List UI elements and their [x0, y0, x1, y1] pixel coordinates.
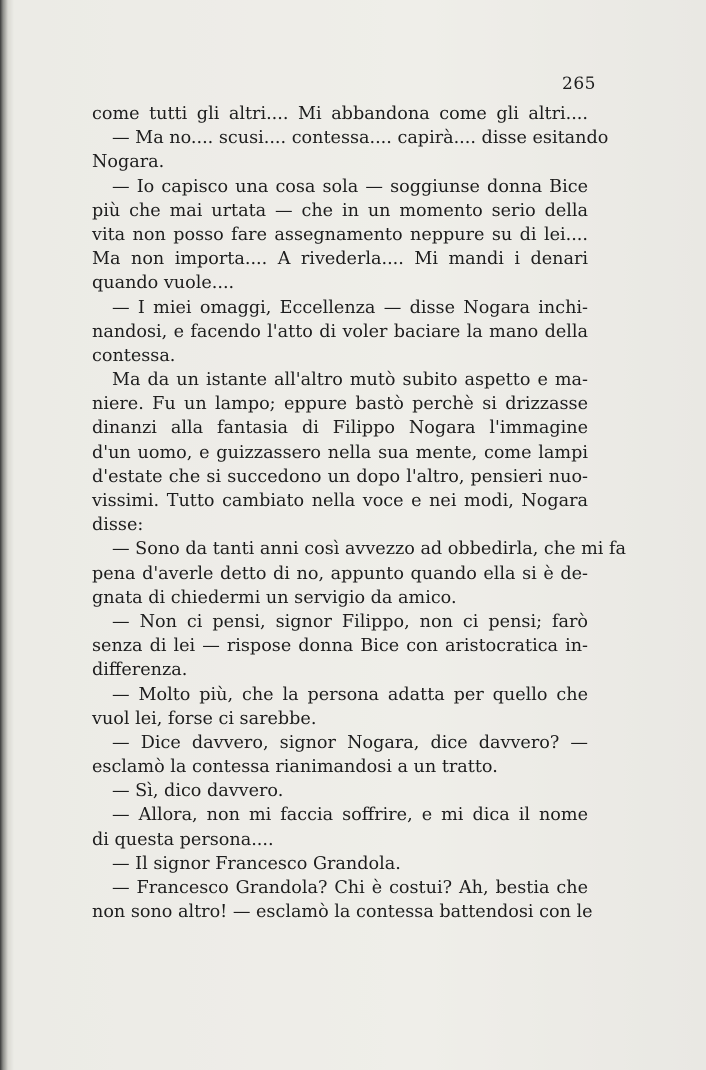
text-line: vuol lei, forse ci sarebbe. — [92, 708, 317, 729]
text-line: — Non ci pensi, signor Filippo, non ci pensi; farò — [112, 611, 588, 632]
text-line: — Ma no.... scusi.... contessa.... capirà.... disse esitando — [112, 128, 609, 149]
text-line: vissimi. Tutto cambiato nella voce e nei modi, Nogara — [92, 491, 588, 511]
text-line: niere. Fu un lampo; eppure bastò perchè si drizzasse — [92, 394, 588, 415]
text-line: di questa persona.... — [92, 829, 274, 850]
text-line: — Io capisco una cosa sola — soggiunse donna Bice — [112, 176, 588, 197]
text-line: nandosi, e facendo l'atto di voler baciare la mano della — [92, 321, 588, 342]
text-line: più che mai urtata — che in un momento serio della — [92, 200, 588, 221]
text-line: gnata di chiedermi un servigio da amico. — [92, 587, 457, 608]
text-line: senza di lei — rispose donna Bice con aristocratica in- — [92, 636, 588, 657]
text-line: — Sono da tanti anni così avvezzo ad obbedirla, che mi fa — [112, 539, 627, 560]
text-line: Ma da un istante all'altro mutò subito aspetto e ma- — [112, 370, 588, 391]
text-line: non sono altro! — esclamò la contessa battendosi con le — [92, 902, 593, 923]
text-line: dinanzi alla fantasia di Filippo Nogara l'immagine — [92, 418, 588, 439]
text-line: — I miei omaggi, Eccellenza — disse Nogara inchi- — [112, 297, 588, 318]
text-line: d'un uomo, e guizzassero nella sua mente, come lampi — [92, 442, 588, 463]
text-line: — Francesco Grandola? Chi è costui? Ah, bestia che — [112, 878, 588, 898]
text-line: Ma non importa.... A rivederla.... Mi mandi i denari — [92, 249, 588, 270]
text-line: quando vuole.... — [92, 273, 235, 294]
page-number: 265 — [562, 74, 596, 94]
text-line: — Allora, non mi faccia soffrire, e mi dica il nome — [112, 805, 588, 826]
text-line: esclamò la contessa rianimandosi a un tratto. — [92, 757, 498, 778]
text-line: disse: — [92, 515, 144, 536]
text-line: — Molto più, che la persona adatta per quello che — [112, 684, 588, 705]
text-line: — Sì, dico davvero. — [112, 781, 284, 802]
text-line: — Dice davvero, signor Nogara, dice davvero? — — [112, 732, 588, 753]
text-line: come tutti gli altri.... Mi abbandona come gli altri.... — [92, 104, 588, 124]
text-line: vita non posso fare assegnamento neppure su di lei.... — [92, 224, 588, 245]
text-line: pena d'averle detto di no, appunto quando ella si è de- — [92, 563, 588, 584]
text-line: Nogara. — [92, 152, 165, 173]
body-text — [92, 102, 627, 924]
text-line: d'estate che si succedono un dopo l'altro, pensieri nuo- — [92, 466, 588, 487]
text-line: differenza. — [92, 660, 188, 681]
text-line: — Il signor Francesco Grandola. — [112, 853, 401, 874]
text-line: contessa. — [92, 345, 176, 366]
